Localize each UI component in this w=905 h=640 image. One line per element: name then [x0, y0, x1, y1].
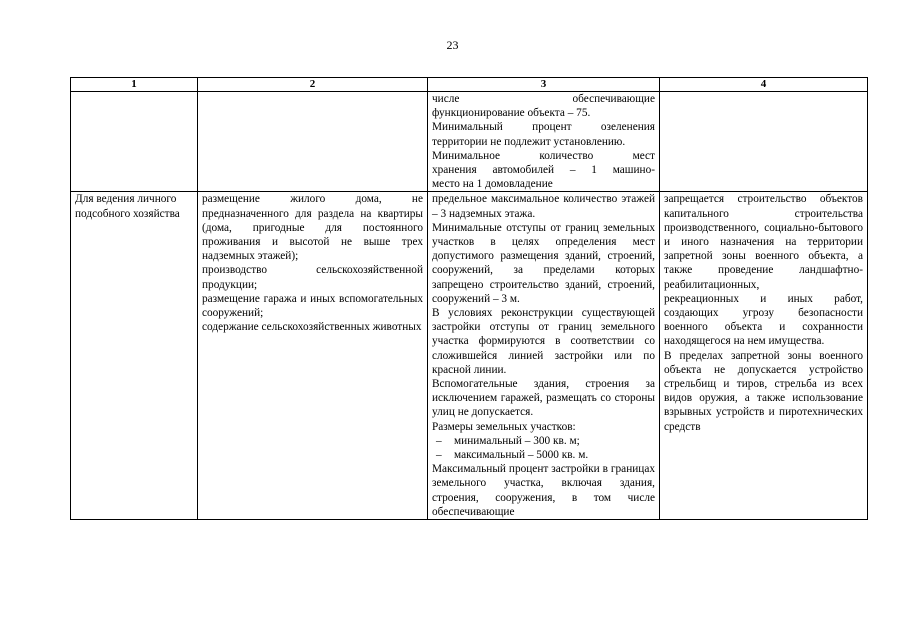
cell-paragraph: Максимальный процент застройки в границах земельного участка, включая здания, строения, сооружения, в том числе обеспечивающие — [432, 463, 655, 518]
header-cell: 4 — [660, 78, 868, 92]
cell-paragraph: Вспомогательные здания, строения за исключением гаражей, размещать со стороны улиц не допускается. — [432, 378, 655, 419]
land-use-type-cell — [71, 192, 198, 520]
permitted-uses-cell — [198, 192, 428, 520]
cell-line: Минимальный процент озеленения — [432, 121, 655, 134]
header-cell: 2 — [198, 78, 428, 92]
regulations-table — [70, 77, 868, 520]
cell-line: функционирование объекта – 75. — [432, 107, 591, 120]
cell-paragraph: Минимальные отступы от границ земельных участков в целях определения мест допустимого размещения зданий, строений, сооружений, за пределами которых запрещено строительство зданий, строений, сооружений – 3 м. — [432, 221, 655, 305]
cell-paragraph: производство сельскохозяйственной продукции; — [202, 264, 423, 291]
list-item: – максимальный – 5000 кв. м. — [432, 448, 655, 462]
cell-paragraph: В условиях реконструкции существующей застройки отступы от границ земельного участка формируются в соответствии со сложившейся линией застройки или по красной линии. — [432, 307, 655, 376]
cell-paragraph: В пределах запретной зоны военного объекта не допускается устройство стрельбищ и тиров, стрельба из всех видов оружия, а также использование взрывных устройств и пиротехнических средств — [664, 349, 863, 433]
table-cell — [198, 92, 428, 192]
table-row — [71, 92, 868, 192]
parameters-cell — [428, 192, 660, 520]
cell-paragraph: Размеры земельных участков: — [432, 420, 576, 433]
cell-line: хранения автомобилей – 1 машино- — [432, 164, 655, 177]
list-item: – минимальный – 300 кв. м; — [432, 434, 655, 448]
table-cell — [71, 92, 198, 192]
cell-paragraph: содержание сельскохозяйственных животных — [202, 321, 422, 334]
cell-line: числе обеспечивающие — [432, 93, 655, 105]
table-cell — [660, 92, 868, 192]
table-row — [71, 192, 868, 520]
cell-line: место на 1 домовладение — [432, 178, 553, 191]
cell-paragraph: размещение жилого дома, не предназначенного для раздела на квартиры (дома, пригодные для постоянного проживания и высотой не выше трех надземных этажей); — [202, 193, 423, 263]
land-use-type: Для ведения личного подсобного хозяйства — [75, 193, 180, 220]
header-cell: 3 — [428, 78, 660, 92]
table-header-row — [71, 78, 868, 92]
restrictions-cell — [660, 192, 868, 520]
header-cell: 1 — [71, 78, 198, 92]
cell-line: Минимальное количество мест — [432, 149, 655, 162]
cell-paragraph: размещение гаража и иных вспомогательных сооружений; — [202, 292, 423, 320]
cell-paragraph: предельное максимальное количество этажей – 3 надземных этажа. — [432, 193, 655, 220]
cell-paragraph: рекреационных и иных работ, создающих угрозу безопасности военного объекта и сохранности находящегося на нем имущества. — [664, 292, 863, 348]
page-number: 23 — [446, 38, 459, 52]
cell-paragraph: запрещается строительство объектов капитального строительства производственного, социально-бытового и иного назначения на территории запретной зоны военного объекта, а также проведение ландшафтно-реабилитационных, — [664, 193, 863, 291]
table-cell — [428, 92, 660, 192]
cell-line: территории не подлежит установлению. — [432, 135, 626, 148]
